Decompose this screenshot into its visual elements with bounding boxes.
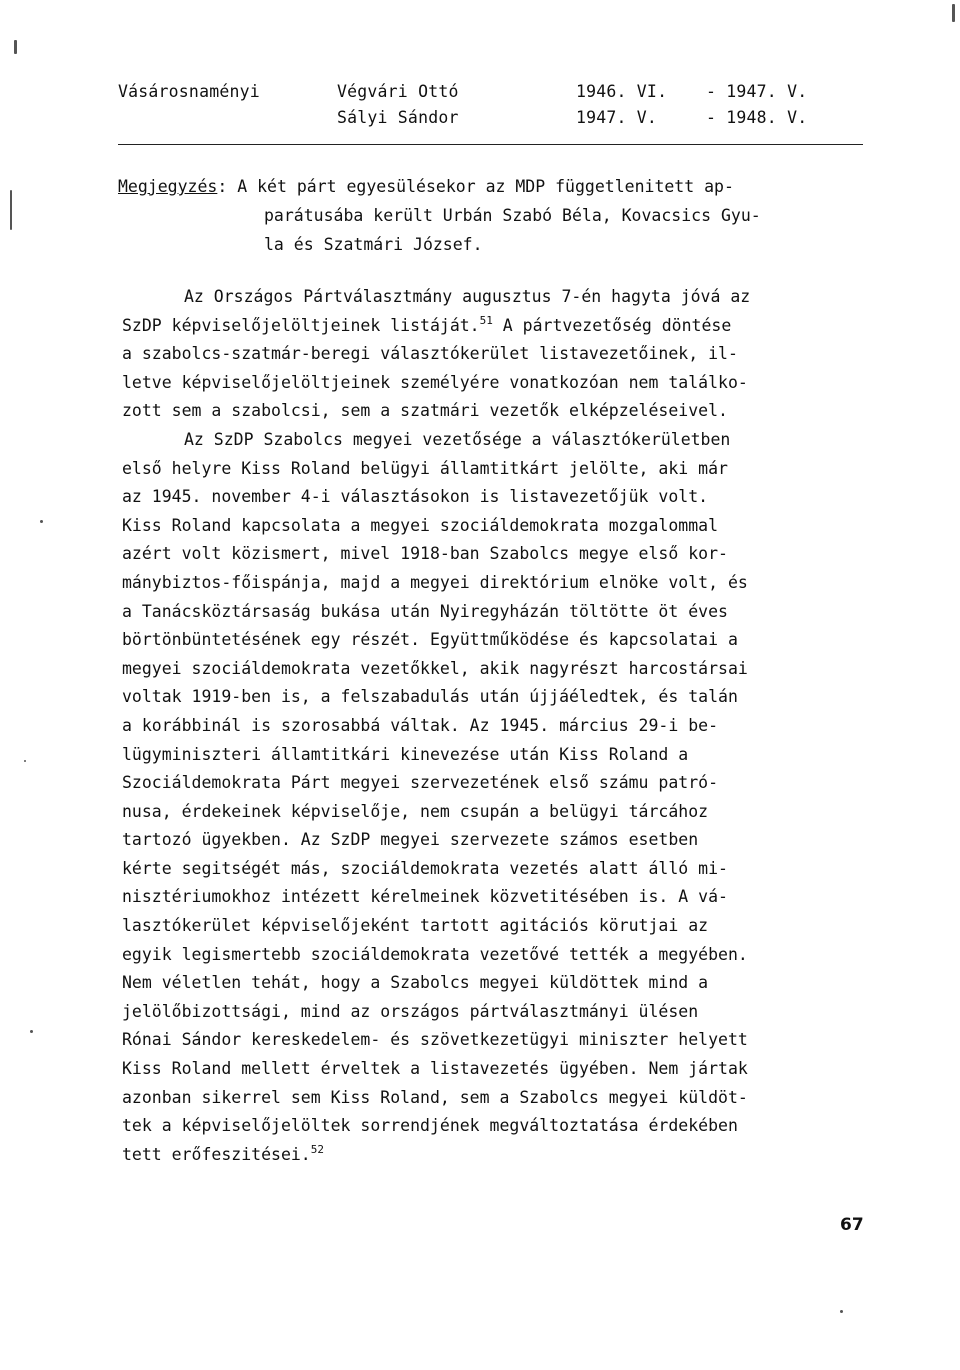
footnote-ref-51: 51 xyxy=(479,313,493,327)
text-line: az 1945. november 4-i választásokon is listavezetőjük volt. xyxy=(122,487,709,507)
text-line: Kiss Roland kapcsolata a megyei szociáldemokrata mozgalommal xyxy=(122,515,719,535)
scan-speck xyxy=(14,40,17,54)
text-line: letve képviselőjelöltjeinek személyére vonatkozóan nem találko- xyxy=(122,372,748,392)
text-line: egyik legismertebb szociáldemokrata vezetővé tették a megyében. xyxy=(122,944,748,964)
text-segment: A pártvezetőség döntése xyxy=(492,315,732,335)
text-line: Nem véletlen tehát, hogy a Szabolcs megyei küldöttek mind a xyxy=(122,973,709,993)
body-text xyxy=(122,283,874,1169)
note-line-2: parátusába került Urbán Szabó Béla, Kovacsics Gyu- xyxy=(264,206,761,225)
page-number: 67 xyxy=(840,1215,864,1235)
header-divider xyxy=(118,144,863,145)
text-line: voltak 1919-ben is, a felszabadulás után újjáéledtek, és talán xyxy=(122,687,738,707)
header-row-1 xyxy=(0,82,960,104)
text-line: Szociáldemokrata Párt megyei szervezetének első számu patró- xyxy=(122,773,719,793)
header-to: - 1947. V. xyxy=(706,82,808,101)
note-line-1 xyxy=(118,172,868,201)
text-line: kérte segitségét más, szociáldemokrata vezetés alatt álló mi- xyxy=(122,858,728,878)
text-line: Az SzDP Szabolcs megyei vezetősége a választókerületben xyxy=(184,429,731,449)
text-line: a szabolcs-szatmár-beregi választókerület listavezetőinek, il- xyxy=(122,344,738,364)
text-line: a Tanácsköztársaság bukása után Nyiregyházán töltötte öt éves xyxy=(122,601,728,621)
scan-speck xyxy=(24,760,26,762)
scan-speck xyxy=(40,520,43,523)
text-line: azonban sikerrel sem Kiss Roland, sem a Szabolcs megyei küldöt- xyxy=(122,1087,748,1107)
text-segment: tett erőfeszitései. xyxy=(122,1144,311,1164)
text-line xyxy=(122,1141,874,1170)
header-name: Végvári Ottó xyxy=(337,82,459,101)
text-segment: SzDP képviselőjelöltjeinek listáját. xyxy=(122,315,480,335)
paragraph-2 xyxy=(122,426,874,1169)
note-label: Megjegyzés xyxy=(118,177,218,196)
text-line: börtönbüntetésének egy részét. Együttműködése és kapcsolatai a xyxy=(122,630,738,650)
note-colon: : xyxy=(217,177,228,196)
text-line: Kiss Roland mellett érveltek a listavezetés ügyében. Nem jártak xyxy=(122,1059,748,1079)
header-name: Sályi Sándor xyxy=(337,108,459,127)
scan-speck xyxy=(10,190,12,230)
text-line: megyei szociáldemokrata vezetőkkel, akik nagyrészt harcostársai xyxy=(122,658,748,678)
text-line: lügyminiszteri államtitkári kinevezése után Kiss Roland a xyxy=(122,744,689,764)
text-line xyxy=(122,312,874,341)
paragraph-1 xyxy=(122,283,874,426)
header-from: 1947. V. xyxy=(576,108,658,127)
text-line: Rónai Sándor kereskedelem- és szövetkezetügyi miniszter helyett xyxy=(122,1030,748,1050)
text-line: mánybiztos-főispánja, majd a megyei direktórium elnöke volt, és xyxy=(122,572,748,592)
text-line: jelölőbizottsági, mind az országos pártválasztmányi ülésen xyxy=(122,1001,699,1021)
header-place: Vásárosnaményi xyxy=(118,82,260,101)
header-to: - 1948. V. xyxy=(706,108,808,127)
header-from: 1946. VI. xyxy=(576,82,668,101)
text-line: zott sem a szabolcsi, sem a szatmári vezetők elképzeléseivel. xyxy=(122,401,728,421)
header-row-2 xyxy=(0,108,960,130)
text-line: Az Országos Pártválasztmány augusztus 7-én hagyta jóvá az xyxy=(184,287,751,306)
scan-speck xyxy=(952,4,955,22)
text-line: azért volt közismert, mivel 1918-ban Szabolcs megye első kor- xyxy=(122,544,728,564)
note-text-1: A két párt egyesülésekor az MDP függetlenitett ap- xyxy=(237,177,734,196)
text-line: a korábbinál is szorosabbá váltak. Az 1945. március 29-i be- xyxy=(122,715,719,735)
scan-speck xyxy=(30,1030,33,1033)
scan-speck xyxy=(840,1310,843,1313)
text-line: nusa, érdekeinek képviselője, nem csupán a belügyi tárcához xyxy=(122,801,709,821)
note-line-3: la és Szatmári József. xyxy=(264,235,483,254)
text-line: tartozó ügyekben. Az SzDP megyei szervezete számos esetben xyxy=(122,830,699,850)
text-line: nisztériumokhoz intézett kérelmeinek közvetitésében is. A vá- xyxy=(122,887,728,907)
footnote-ref-52: 52 xyxy=(310,1142,324,1156)
text-line: lasztókerület képviselőjeként tartott agitációs körutjai az xyxy=(122,916,709,936)
text-line: tek a képviselőjelöltek sorrendjének megváltoztatása érdekében xyxy=(122,1116,738,1136)
text-line: első helyre Kiss Roland belügyi államtitkárt jelölte, aki már xyxy=(122,458,728,478)
note-block xyxy=(118,172,868,259)
